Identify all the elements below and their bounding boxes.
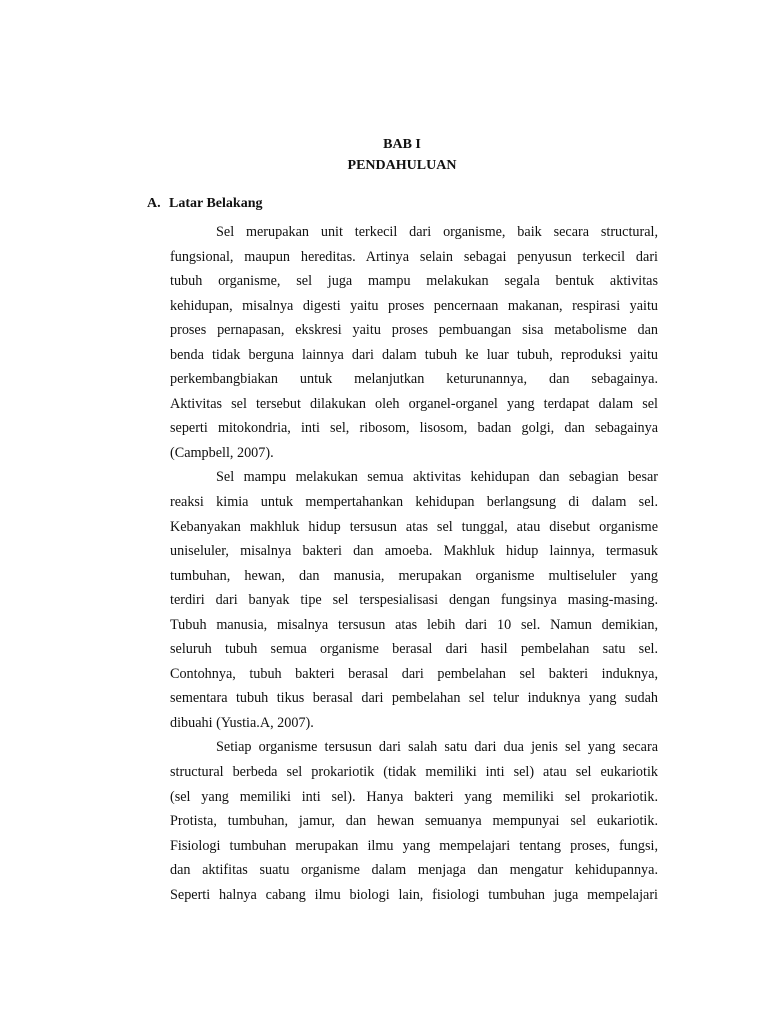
paragraph-line: Tubuh manusia, misalnya tersusun atas lebih dari 10 sel. Namun demikian, [170, 616, 658, 633]
chapter-number: BAB I [383, 137, 421, 152]
paragraph-line: fungsional, maupun hereditas. Artinya selain sebagai penyusun terkecil dari [170, 248, 658, 265]
paragraph-line: Sel mampu melakukan semua aktivitas kehidupan dan sebagian besar [216, 469, 658, 486]
paragraph-line: structural berbeda sel prokariotik (tidak memiliki inti sel) atau sel eukariotik [170, 764, 658, 781]
paragraph-line: uniseluler, misalnya bakteri dan amoeba. Makhluk hidup lainnya, termasuk [170, 543, 658, 560]
section-title: Latar Belakang [169, 196, 263, 211]
paragraph-line: proses pernapasan, ekskresi yaitu proses pembuangan sisa metabolisme dan [170, 322, 658, 339]
paragraph-line: Seperti halnya cabang ilmu biologi lain, fisiologi tumbuhan juga mempelajari [170, 886, 658, 903]
paragraph-line: benda tidak berguna lainnya dari dalam tubuh ke luar tubuh, reproduksi yaitu [170, 346, 658, 363]
paragraph-line: Kebanyakan makhluk hidup tersusun atas sel tunggal, atau disebut organisme [170, 518, 658, 535]
paragraph-line: Sel merupakan unit terkecil dari organisme, baik secara structural, [216, 224, 658, 240]
paragraph-line: reaksi kimia untuk mempertahankan kehidupan berlangsung di dalam sel. [170, 494, 658, 511]
paragraph-line: Protista, tumbuhan, jamur, dan hewan semuanya mempunyai sel eukariotik. [170, 813, 658, 830]
paragraph-line: (Campbell, 2007). [170, 444, 274, 461]
paragraph-line: dan aktifitas suatu organisme dalam menjaga dan mengatur kehidupannya. [170, 862, 658, 879]
paragraph-line: kehidupan, misalnya digesti yaitu proses pencernaan makanan, respirasi yaitu [170, 297, 658, 314]
paragraph-line: Setiap organisme tersusun dari salah satu dari dua jenis sel yang secara [216, 739, 658, 756]
section-heading [147, 196, 262, 212]
paragraph-line: tubuh organisme, sel juga mampu melakukan segala bentuk aktivitas [170, 273, 658, 290]
paragraph-line: sementara tubuh tikus berasal dari pembelahan sel telur induknya yang sudah [170, 690, 658, 707]
paragraph-line: perkembangbiakan untuk melanjutkan keturunannya, dan sebagainya. [170, 371, 658, 388]
paragraph-line: seperti mitokondria, inti sel, ribosom, lisosom, badan golgi, dan sebagainya [170, 420, 658, 437]
paragraph-line: (sel yang memiliki inti sel). Hanya bakteri yang memiliki sel prokariotik. [170, 788, 658, 805]
paragraph-line: Fisiologi tumbuhan merupakan ilmu yang mempelajari tentang proses, fungsi, [170, 837, 658, 854]
paragraph-line: Aktivitas sel tersebut dilakukan oleh organel-organel yang terdapat dalam sel [170, 395, 658, 412]
paragraph-line: seluruh tubuh semua organisme berasal dari hasil pembelahan satu sel. [170, 641, 658, 658]
chapter-title: PENDAHULUAN [347, 158, 457, 173]
section-label: A. [147, 196, 161, 211]
paragraph-line: dibuahi (Yustia.A, 2007). [170, 714, 314, 731]
paragraph-line: terdiri dari banyak tipe sel terspesialisasi dengan fungsinya masing-masing. [170, 592, 658, 609]
body-text [170, 220, 658, 907]
paragraph-line: tumbuhan, hewan, dan manusia, merupakan organisme multiseluler yang [170, 567, 658, 584]
paragraph-line: Contohnya, tubuh bakteri berasal dari pembelahan sel bakteri induknya, [170, 665, 658, 682]
